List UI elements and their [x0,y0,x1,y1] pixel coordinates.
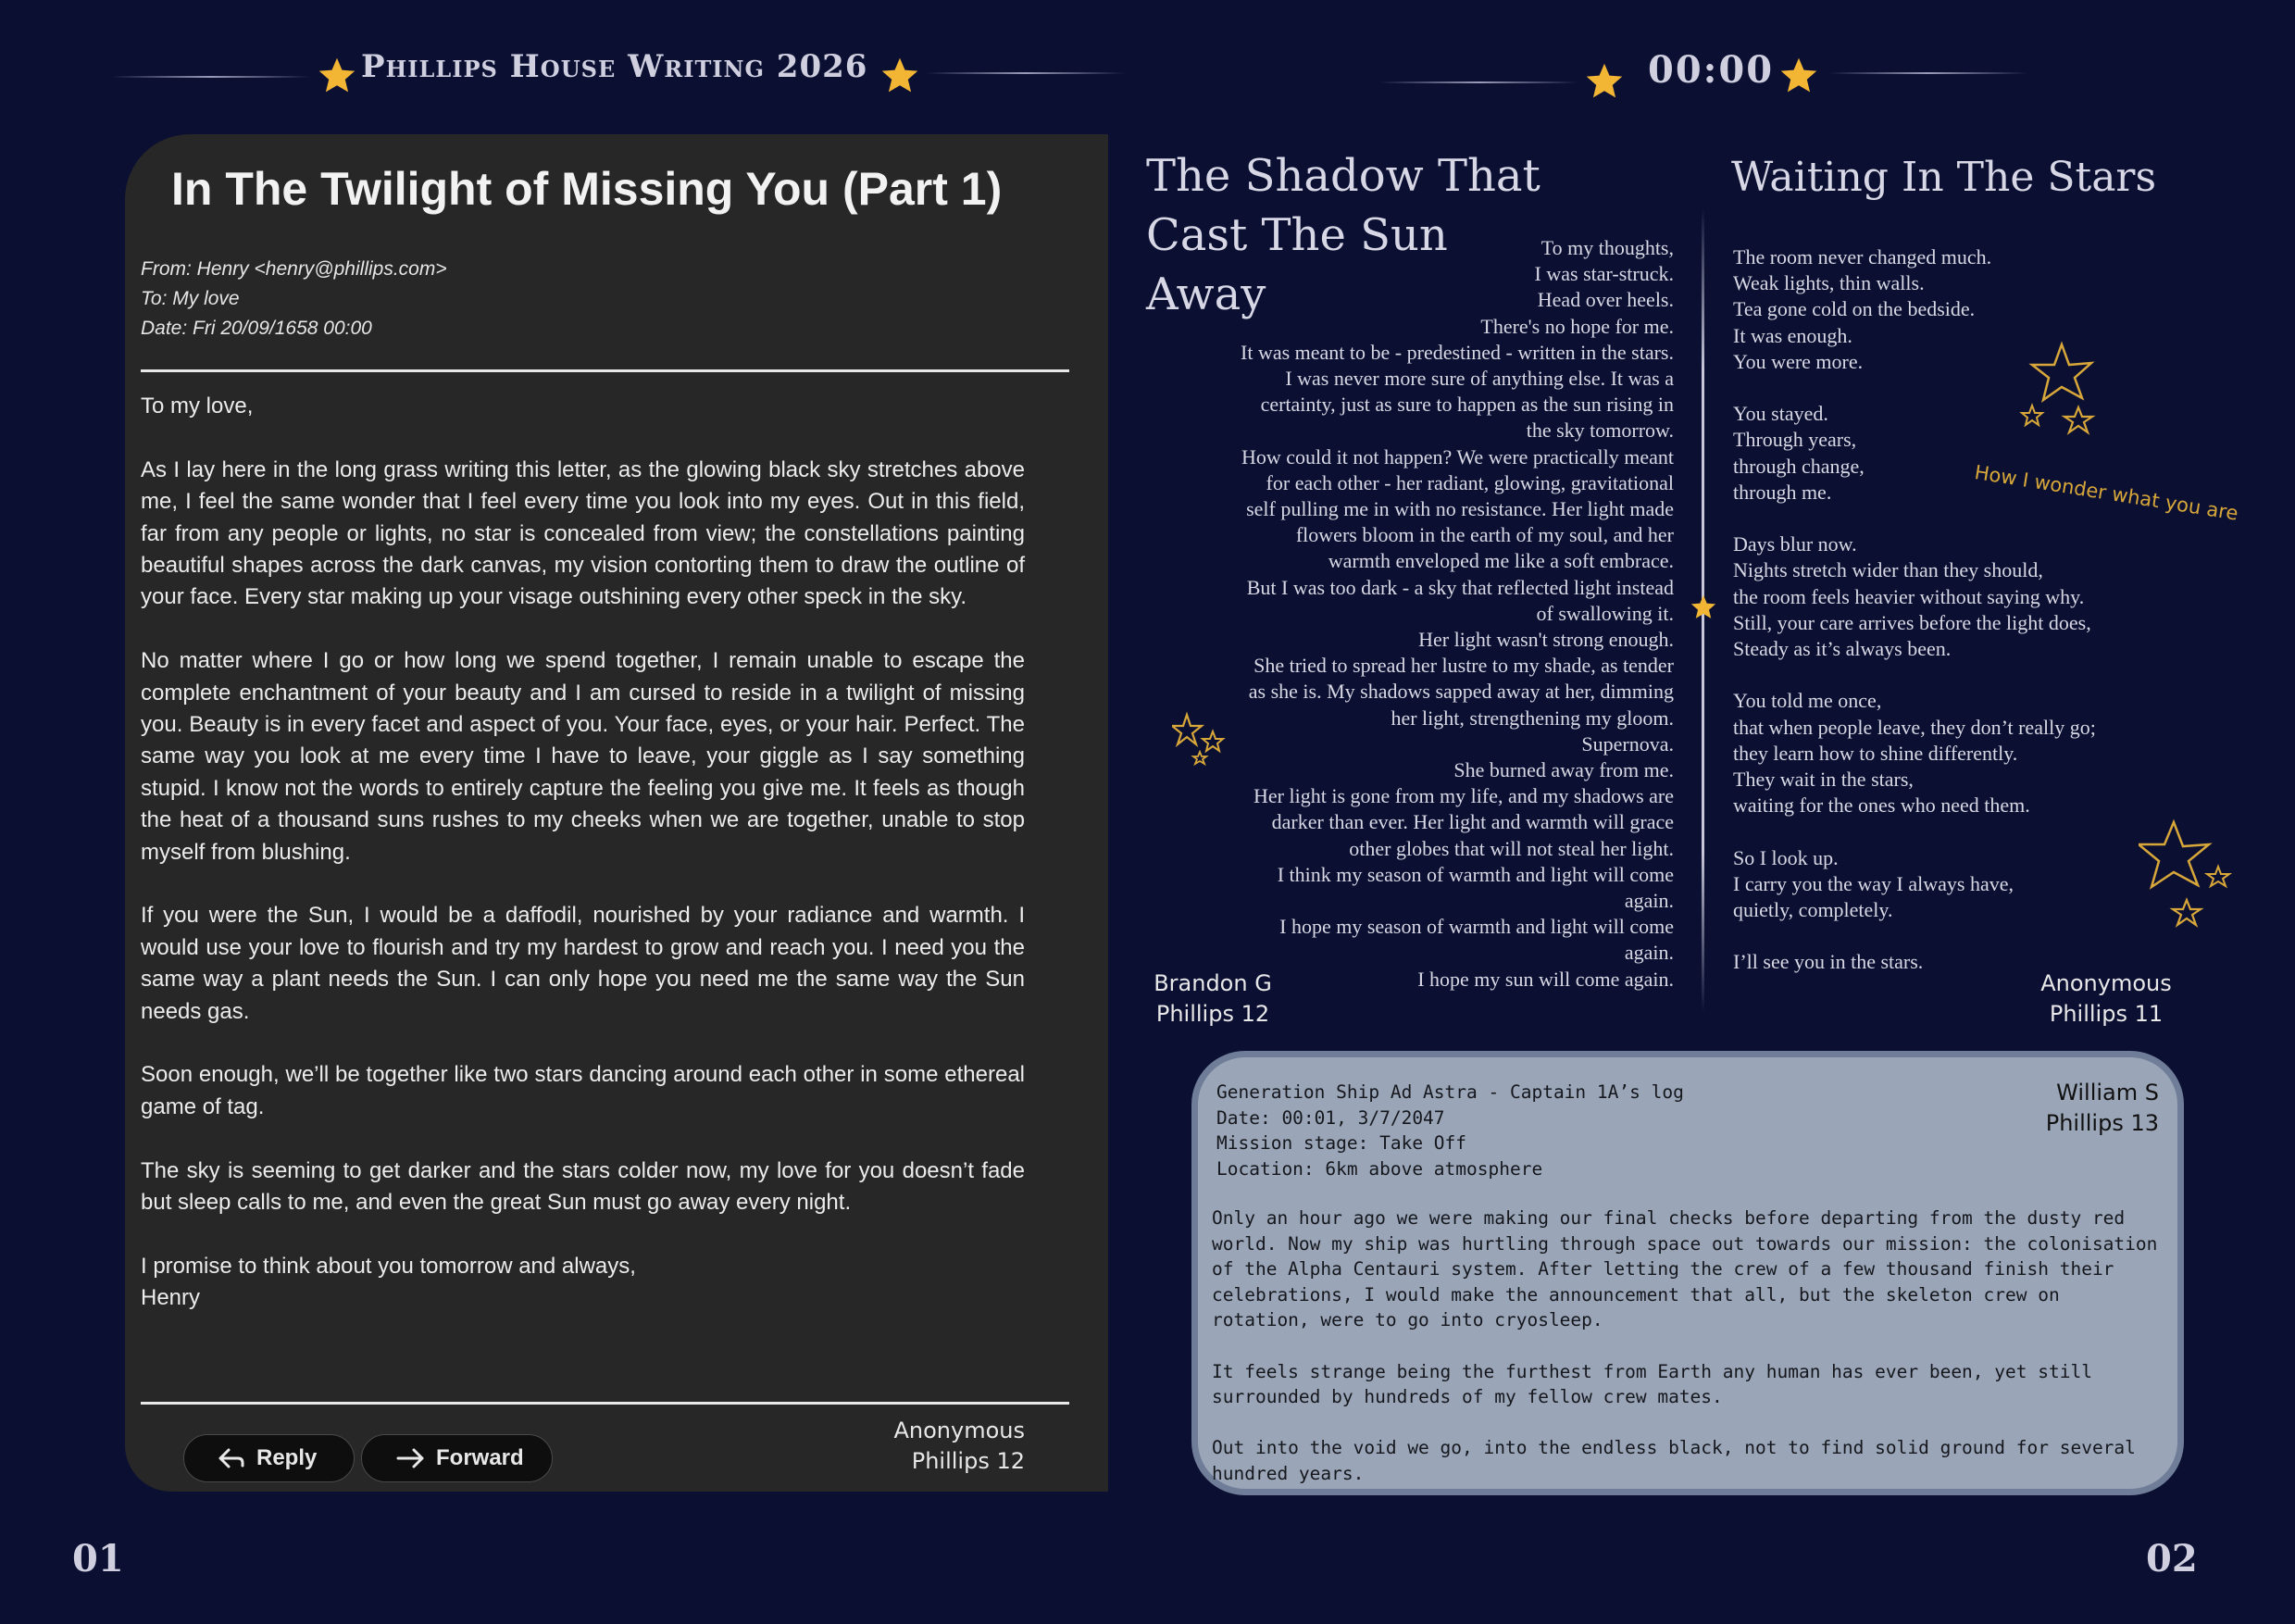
poem-line: How could it not happen? We were practically meant [1241,444,1674,468]
poem1-body [1146,235,1674,993]
poem1-title: The Shadow That Cast The Sun Away [1146,150,1540,320]
poem-line: I hope my sun will come again. [1417,967,1674,991]
header-title: Phillips House Writing 2026 [361,48,868,85]
doodle-stars-icon [1172,711,1237,767]
poem-stanza: So I look up. I carry you the way I always have, quietly, completely. [1733,845,2014,922]
poem-line: self pulling me in with no resistance. Her light made [1246,497,1674,521]
poem-line: I hope my season of warmth and light will come [1279,915,1674,939]
poem2-title: Waiting In The Stars [1731,154,2157,201]
page-number-left: 01 [72,1537,124,1580]
poem-line: She burned away from me. [1453,758,1674,782]
poem-line: her light, strengthening my gloom. [1391,706,1674,730]
doodle-stars-icon [2014,341,2106,443]
star-icon [1778,56,1819,96]
poem-line: the sky tomorrow. [1526,418,1674,443]
poem2-author: Anonymous Phillips 11 [2040,970,2172,1027]
poem-line: Her light wasn't strong enough. [1418,628,1674,652]
letter-paragraph: Soon enough, we’ll be together like two stars dancing around each other in some ethereal game of tag. [141,1062,1025,1119]
poem-line: Head over heels. [1537,288,1674,312]
reply-arrow-icon [218,1447,245,1469]
email-author: Anonymous Phillips 12 [893,1418,1025,1474]
poem-line: I was never more sure of anything else. It was a [1285,367,1674,391]
star-icon [317,56,357,96]
poem-stanza: You stayed. Through years, through change, through me. [1733,402,1865,504]
poem-line: for each other - her radiant, glowing, gravitational [1266,470,1674,494]
letter-paragraph: No matter where I go or how long we spend together, I remain unable to escape the complete enchantment of your beauty and I am cursed to reside in a twilight of missing you. Beauty is in every facet and aspect of you. Your face, eyes, or your hair. Perfect. The same way you look at me every time I have to leave, your giggle as I say something stupid. I know not the words to entirely capture the feeling you give me. It feels as though the heat of a thousand suns rushes to my cheeks when we are together, unable to stop myself from blushing. [141,648,1025,865]
poem-line: There's no hope for me. [1480,314,1674,338]
poem-line: again. [1624,941,1674,965]
log-paragraph: Out into the void we go, into the endless black, not to find solid ground for several hundred years. [1212,1437,2136,1484]
poem-line: other globes that will not steal her light. [1349,836,1674,860]
log-body [1212,1206,2165,1512]
star-icon [879,56,920,96]
letter-salutation: To my love, [141,394,254,418]
email-subject: In The Twilight of Missing You (Part 1) [171,163,1003,215]
letter-signoff: Henry [141,1285,201,1311]
log-header: Generation Ship Ad Astra - Captain 1A’s log Date: 00:01, 3/7/2047 Mission stage: Take Off Location: 6km above atmosphere [1216,1081,1684,1180]
email-to: To: My love [141,288,240,309]
poem1-author: Brandon G Phillips 12 [1154,970,1272,1027]
email-date: Date: Fri 20/09/1658 00:00 [141,318,372,339]
poem-line: again. [1624,889,1674,913]
header-rule-timer-right [1828,72,2027,74]
reply-label: Reply [256,1445,318,1470]
header-rule-left [111,76,310,78]
log-paragraph: It feels strange being the furthest from Earth any human has ever been, yet still surrounded by hundreds of my fellow crew mates. [1212,1360,2092,1408]
poem-line: To my thoughts, [1540,236,1674,259]
poem-stanza: I’ll see you in the stars. [1733,950,1924,974]
poem-line: But I was too dark - a sky that reflected light instead [1246,575,1674,599]
poem-line: Supernova. [1581,731,1674,756]
header-rule-center [926,72,1125,74]
letter-paragraph: The sky is seeming to get darker and the stars colder now, my love for you doesn’t fade but sleep calls to me, and even the great Sun must go away every night. [141,1157,1025,1216]
page-number-right: 02 [2146,1537,2198,1580]
doodle-caption: How I wonder what you are [1973,461,2240,525]
forward-button[interactable] [361,1434,553,1482]
poem-line: It was meant to be - predestined - written in the stars. [1241,340,1674,364]
poem-line: I think my season of warmth and light will come [1277,862,1674,886]
letter-paragraph: If you were the Sun, I would be a daffodil, nourished by your radiance and warmth. I would use your love to flourish and try my hardest to grow and reach you. I need you the same way a plant needs the Sun. I can only hope you need me the same way the Sun needs gas. [141,903,1025,1024]
email-body [141,391,1025,1315]
poem-line: warmth enveloped me like a soft embrace. [1328,549,1674,573]
email-panel [125,134,1108,1492]
forward-label: Forward [436,1445,524,1470]
star-icon [1584,61,1625,102]
log-author: William S Phillips 13 [2045,1080,2159,1136]
poem-line: I was star-struck. [1534,262,1674,286]
forward-arrow-icon [395,1447,425,1469]
email-meta [141,255,447,344]
poem-line: darker than ever. Her light and warmth will grace [1271,810,1674,834]
poem-stanza: The room never changed much. Weak lights, thin walls. Tea gone cold on the bedside. It was enough. You were more. [1733,245,1992,373]
captains-log-card [1191,1051,2184,1495]
log-paragraph: Only an hour ago we were making our final checks before departing from the dusty red world. Now my ship was hurtling through space out towards our mission: the colonisation of the Alpha Centauri system. After letting the crew of a few thousand finish their celebrations, I would make the announcement that all, but the skeleton crew on rotation, were to go into cryosleep. [1212,1207,2158,1331]
star-icon [1690,593,1717,621]
letter-paragraph: As I lay here in the long grass writing this letter, as the glowing black sky stretches above me, I feel the same wonder that I feel every time you look into my eyes. Out in this field, far from any people or lights, no star is concealed from view; the constellations painting beautiful shapes across the dark canvas, my vision contorting them to draw the outline of your face. Every star making up your visage outshining every other speck in the sky. [141,456,1025,610]
email-divider-top [141,369,1069,372]
poem-line: flowers bloom in the earth of my soul, and her [1295,523,1674,547]
poem-line: Her light is gone from my life, and my shadows are [1254,784,1674,808]
poem-line: certainty, just as sure to happen as the sun rising in [1260,393,1674,417]
poem-line: She tried to spread her lustre to my shade, as tender [1254,654,1674,678]
poem-line: as she is. My shadows sapped away at her, dimming [1248,680,1674,704]
header-rule-timer-left [1379,81,1578,83]
timer-display: 00:00 [1648,48,1775,92]
poem-line: of swallowing it. [1536,601,1674,625]
email-divider-bottom [141,1402,1069,1405]
doodle-stars-icon [2139,815,2240,935]
email-from: From: Henry <henry@phillips.com> [141,258,447,280]
poem-stanza: Days blur now. Nights stretch wider than they should, the room feels heavier without saying why. Still, your care arrives before the light does, Steady as it’s always been. [1733,532,2091,661]
poem-stanza: You told me once, that when people leave, they don’t really go; they learn how to shine differently. They wait in the stars, waiting for the ones who need them. [1733,689,2096,818]
letter-closing: I promise to think about you tomorrow and always, [141,1253,636,1279]
reply-button[interactable] [183,1434,355,1482]
